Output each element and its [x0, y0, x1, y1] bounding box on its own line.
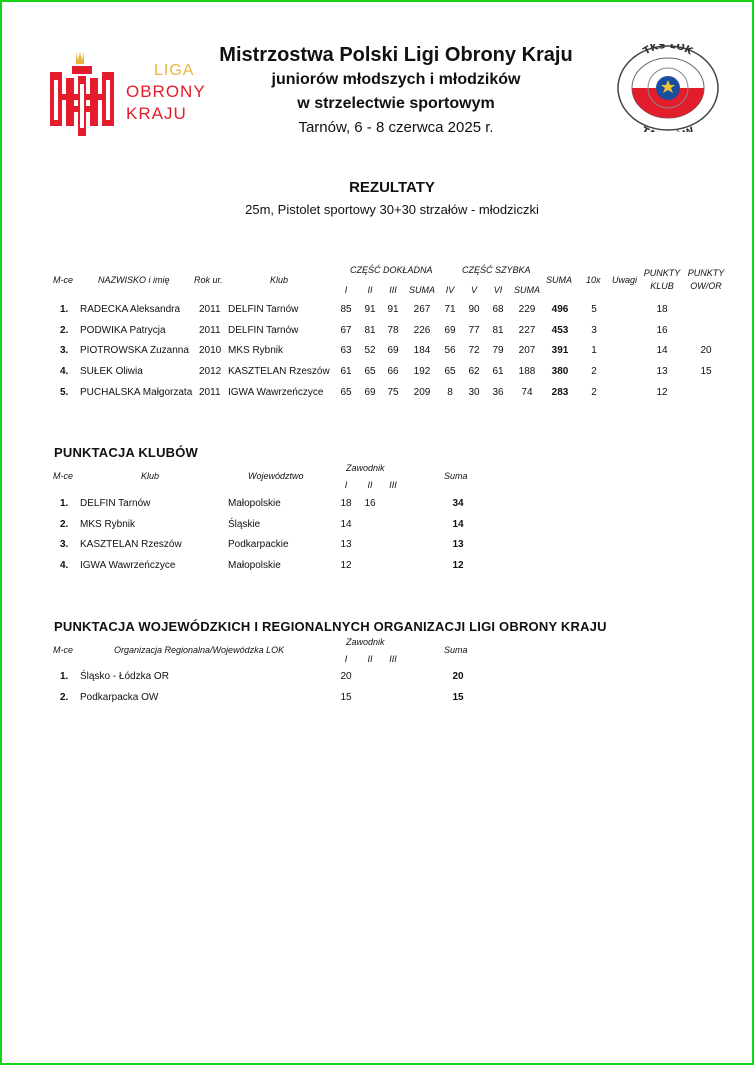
orgs-title: PUNKTACJA WOJEWÓDZKICH I REGIONALNYCH ORGANIZACJI LIGI OBRONY KRAJU [54, 619, 607, 634]
row-year: 2012 [199, 366, 222, 378]
row-series-4: 56 [444, 345, 456, 357]
club-row-region: Śląskie [228, 518, 261, 530]
row-series-2: 81 [364, 324, 376, 336]
col-header-s2: II [367, 285, 373, 295]
col-header-rapid: CZĘŚĆ SZYBKA [462, 265, 531, 275]
event-name: 25m, Pistolet sportowy 30+30 strzałów - młodziczki [245, 202, 539, 217]
club-row-c1: 18 [340, 498, 352, 509]
target-emblem-icon [614, 44, 722, 132]
row-points-club: 18 [656, 304, 668, 315]
orgs-header-sum: Suma [444, 645, 468, 655]
club-row-c1: 12 [340, 559, 352, 571]
clubs-header-place: M-ce [53, 471, 73, 481]
row-series-3: 75 [387, 386, 399, 398]
row-total: 453 [551, 324, 569, 336]
row-name: PIOTROWSKA Zuzanna [80, 345, 189, 357]
col-header-pts-ow-2: OW/OR [690, 281, 722, 291]
row-points-ow: 20 [700, 345, 712, 357]
club-row-c1: 14 [340, 518, 352, 530]
club-row-place: 2. [60, 518, 69, 530]
row-series-1: 61 [340, 366, 352, 378]
col-header-notes: Uwagi [612, 275, 638, 285]
row-series-5: 72 [468, 345, 480, 357]
row-series-2: 52 [364, 345, 376, 357]
row-sum-rapid: 74 [521, 386, 533, 398]
clubs-header-region: Województwo [248, 471, 304, 481]
row-total: 391 [551, 345, 569, 357]
row-place: 4. [60, 366, 69, 378]
row-sum-rapid: 227 [518, 324, 536, 336]
logo-text-kraju: KRAJU [126, 104, 187, 123]
row-series-6: 36 [492, 386, 504, 398]
club-row-sum: 14 [452, 518, 464, 530]
row-tens: 1 [591, 345, 597, 357]
org-row-place: 1. [60, 671, 69, 682]
club-row-sum: 13 [452, 539, 464, 550]
club-row-c1: 13 [340, 539, 352, 550]
club-row-sum: 12 [452, 559, 464, 571]
orgs-header-c3: III [389, 654, 397, 664]
row-name: PUCHALSKA Małgorzata [80, 386, 193, 398]
row-tens: 5 [591, 304, 597, 315]
row-place: 5. [60, 386, 69, 398]
row-club: DELFIN Tarnów [228, 304, 299, 315]
orgs-header-c2: II [367, 654, 373, 664]
col-header-year: Rok ur. [194, 275, 223, 285]
club-row-place: 4. [60, 559, 69, 571]
logo-right-top-text: TKS LOK [641, 44, 695, 58]
org-row-sum: 20 [452, 671, 464, 682]
row-year: 2011 [199, 324, 221, 336]
row-sum-rapid: 207 [518, 345, 536, 357]
event-date: Tarnów, 6 - 8 czerwca 2025 r. [298, 119, 494, 136]
row-series-4: 71 [444, 304, 456, 315]
club-row-c2: 16 [364, 498, 376, 509]
row-place: 1. [60, 304, 69, 315]
row-club: KASZTELAN Rzeszów [228, 366, 330, 378]
row-club: DELFIN Tarnów [228, 324, 299, 336]
club-row-sum: 34 [452, 498, 464, 509]
clubs-header-competitor: Zawodnik [346, 463, 385, 473]
clubs-header-c3: III [389, 480, 397, 490]
row-series-1: 65 [340, 386, 352, 398]
org-row-c1: 20 [340, 671, 352, 682]
org-row-c1: 15 [340, 691, 352, 703]
row-series-1: 63 [340, 345, 352, 357]
row-sum-precision: 184 [413, 345, 431, 357]
club-row-region: Małopolskie [228, 498, 281, 509]
row-sum-rapid: 188 [518, 366, 536, 378]
row-points-club: 12 [656, 386, 668, 398]
col-header-pts-ow-1: PUNKTY [687, 268, 725, 278]
orgs-header-org: Organizacja Regionalna/Wojewódzka LOK [114, 645, 285, 655]
clubs-title: PUNKTACJA KLUBÓW [54, 445, 199, 460]
col-header-tens: 10x [586, 275, 601, 285]
clubs-header-c1: I [344, 480, 348, 490]
row-sum-precision: 209 [413, 386, 431, 398]
row-tens: 3 [591, 324, 597, 336]
row-series-6: 68 [492, 304, 504, 315]
org-row-place: 2. [60, 691, 69, 703]
row-series-6: 61 [492, 366, 504, 378]
page-subtitle-2: w strzelectwie sportowym [297, 95, 495, 112]
clubs-header-club: Klub [141, 471, 160, 481]
row-sum-rapid: 229 [518, 304, 536, 315]
row-series-3: 91 [387, 304, 399, 315]
row-series-1: 85 [340, 304, 352, 315]
row-series-5: 62 [468, 366, 480, 378]
org-row-name: Podkarpacka OW [80, 691, 159, 703]
club-row-place: 1. [60, 498, 69, 509]
col-header-s3: III [389, 285, 397, 295]
club-row-place: 3. [60, 539, 69, 550]
row-tens: 2 [591, 366, 597, 378]
row-points-ow: 15 [700, 366, 712, 378]
row-series-4: 8 [447, 386, 453, 398]
club-row-name: KASZTELAN Rzeszów [80, 539, 182, 550]
col-header-precision: CZĘŚĆ DOKŁADNA [350, 265, 433, 275]
row-series-5: 77 [468, 324, 480, 336]
logo-text-liga: LIGA [154, 62, 195, 79]
row-name: SUŁEK Oliwia [80, 366, 143, 378]
row-place: 2. [60, 324, 69, 336]
row-total: 380 [551, 366, 569, 378]
col-header-pts-club-2: KLUB [650, 281, 674, 291]
logo-text-obrony: OBRONY [126, 82, 206, 101]
row-series-6: 79 [492, 345, 504, 357]
row-series-2: 91 [364, 304, 376, 315]
row-club: MKS Rybnik [228, 345, 284, 357]
row-points-club: 14 [656, 345, 668, 357]
col-header-s4: IV [445, 285, 455, 295]
club-row-region: Podkarpackie [228, 539, 289, 550]
col-header-s5: V [470, 285, 477, 295]
row-club: IGWA Wawrzeńczyce [228, 386, 324, 398]
org-row-name: Śląsko - Łódzka OR [80, 671, 169, 682]
col-header-place: M-ce [53, 275, 73, 285]
clubs-header-c2: II [367, 480, 373, 490]
col-header-sum2: SUMA [514, 285, 541, 295]
col-header-name: NAZWISKO i imię [98, 275, 170, 285]
col-header-total: SUMA [546, 275, 573, 285]
logo-right-bottom-text: T [639, 125, 650, 132]
row-sum-precision: 192 [413, 366, 431, 378]
row-series-3: 78 [387, 324, 399, 336]
row-series-6: 81 [492, 324, 504, 336]
row-name: PODWIKA Patrycja [80, 324, 166, 336]
club-row-region: Małopolskie [228, 559, 281, 571]
row-points-club: 16 [656, 324, 668, 336]
clubs-header-sum: Suma [444, 471, 468, 481]
page-subtitle-1: juniorów młodszych i młodzików [271, 71, 521, 88]
row-total: 283 [551, 386, 569, 398]
row-year: 2011 [199, 304, 221, 315]
orgs-header-competitor: Zawodnik [346, 637, 385, 647]
row-sum-precision: 226 [413, 324, 431, 336]
results-title: REZULTATY [349, 179, 435, 196]
tks-lok-tarnow-logo [614, 44, 722, 132]
row-sum-precision: 267 [413, 304, 431, 315]
club-row-name: DELFIN Tarnów [80, 498, 151, 509]
row-series-5: 30 [468, 386, 480, 398]
club-row-name: MKS Rybnik [80, 518, 136, 530]
row-series-4: 69 [444, 324, 456, 336]
col-header-s1: I [344, 285, 348, 295]
club-row-name: IGWA Wawrzeńczyce [80, 559, 176, 571]
row-series-1: 67 [340, 324, 352, 336]
col-header-s6: VI [493, 285, 503, 295]
row-tens: 2 [591, 386, 597, 398]
orgs-header-c1: I [344, 654, 348, 664]
row-series-4: 65 [444, 366, 456, 378]
org-row-sum: 15 [452, 691, 464, 703]
row-year: 2011 [199, 386, 221, 398]
row-year: 2010 [199, 345, 222, 357]
row-series-2: 65 [364, 366, 376, 378]
row-series-3: 69 [387, 345, 399, 357]
col-header-club: Klub [270, 275, 289, 285]
col-header-pts-club-1: PUNKTY [643, 268, 681, 278]
row-name: RADECKA Aleksandra [80, 304, 181, 315]
row-place: 3. [60, 345, 69, 357]
page-title: Mistrzostwa Polski Ligi Obrony Kraju [219, 44, 573, 66]
row-series-2: 69 [364, 386, 376, 398]
row-series-5: 90 [468, 304, 480, 315]
col-header-sum1: SUMA [409, 285, 436, 295]
row-series-3: 66 [387, 366, 399, 378]
orgs-header-place: M-ce [53, 645, 73, 655]
row-points-club: 13 [656, 366, 668, 378]
row-total: 496 [551, 304, 569, 315]
